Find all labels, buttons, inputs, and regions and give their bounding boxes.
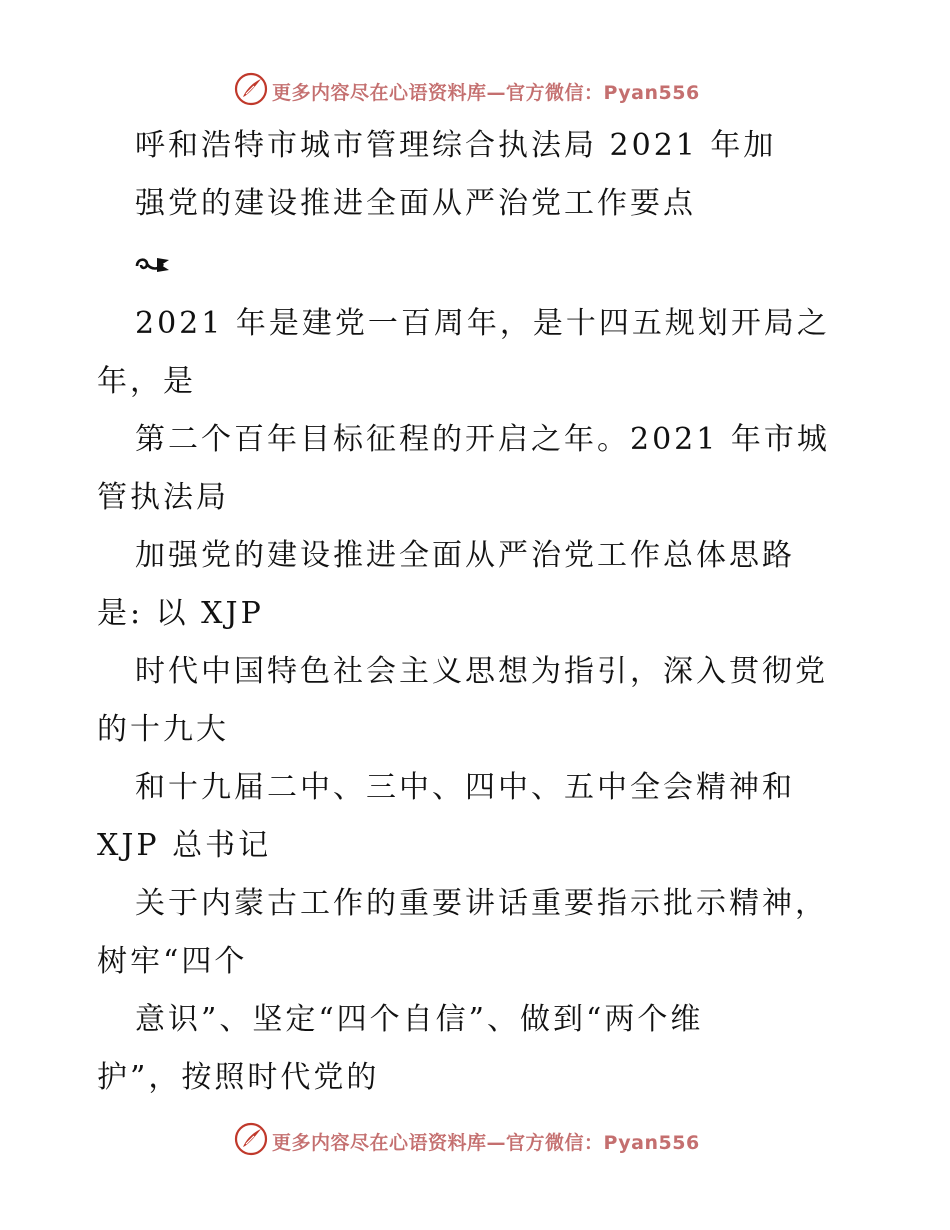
title-line-2: 强党的建设推进全面从严治党工作要点 — [135, 186, 696, 221]
body-line: 第二个百年目标征程的开启之年。2021 年市城 — [135, 422, 830, 457]
quill-logo-icon — [234, 1122, 268, 1156]
quill-logo-icon — [234, 72, 268, 106]
body-line: XJP 总书记 — [97, 828, 272, 863]
body-line: 的十九大 — [97, 712, 229, 747]
body-line: 管执法局 — [97, 480, 229, 515]
banner-text: 更多内容尽在心语资料库—官方微信：Pyan556 — [272, 82, 700, 104]
body-line: 是: 以 XJP — [97, 596, 264, 631]
body-line: 年，是 — [97, 364, 196, 399]
body-line: 时代中国特色社会主义思想为指引，深入贯彻党 — [135, 654, 828, 689]
banner-text: 更多内容尽在心语资料库—官方微信：Pyan556 — [272, 1132, 700, 1154]
body-line: 关于内蒙古工作的重要讲话重要指示批示精神， — [135, 886, 828, 921]
swirl-ornament-icon — [133, 250, 173, 278]
body-line: 护”，按照时代党的 — [97, 1060, 380, 1095]
body-line: 树牢“四个 — [97, 944, 248, 979]
body-line: 2021 年是建党一百周年，是十四五规划开局之 — [135, 306, 830, 341]
body-line: 和十九届二中、三中、四中、五中全会精神和 — [135, 770, 795, 805]
title-line-1: 呼和浩特市城市管理综合执法局 2021 年加 — [135, 128, 777, 163]
body-line: 加强党的建设推进全面从严治党工作总体思路 — [135, 538, 795, 573]
header-banner — [0, 72, 950, 108]
footer-banner — [0, 1122, 950, 1158]
body-line: 意识”、坚定“四个自信”、做到“两个维 — [135, 1002, 704, 1037]
